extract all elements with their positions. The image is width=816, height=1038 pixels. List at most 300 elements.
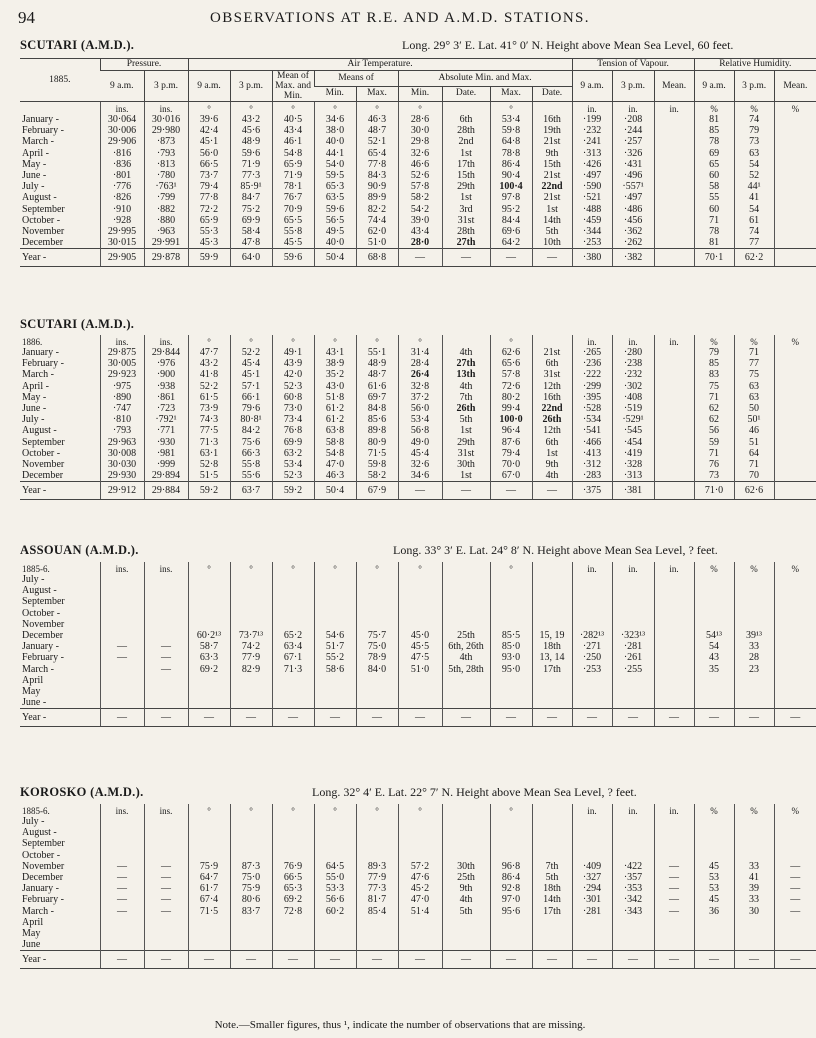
data-cell: ·241: [572, 136, 612, 147]
empty-cell: [572, 619, 612, 630]
empty-cell: [654, 917, 694, 928]
empty-cell: [774, 574, 816, 585]
data-cell: 75·9: [230, 883, 272, 894]
data-cell: 45: [694, 894, 734, 905]
table-row: [20, 114, 816, 125]
month-label: November: [22, 860, 65, 872]
empty-cell: [230, 686, 272, 697]
data-cell: —: [144, 883, 188, 894]
header-column: 9 a.m.: [188, 71, 230, 102]
data-cell: 66·5: [188, 159, 230, 170]
data-cell: 41·8: [188, 369, 230, 380]
header-column: 3 p.m.: [230, 71, 272, 102]
data-cell: 90·9: [356, 181, 398, 192]
month-row: [20, 850, 816, 861]
unit-cell: ins.: [144, 102, 188, 115]
empty-cell: [188, 928, 230, 939]
data-cell: [774, 403, 816, 414]
empty-cell: [144, 697, 188, 708]
empty-cell: [572, 675, 612, 686]
header-column: 9 a.m.: [100, 71, 144, 102]
data-cell: 70·0: [490, 459, 532, 470]
data-cell: ·771: [144, 425, 188, 436]
empty-cell: [612, 585, 654, 596]
data-cell: ·529¹: [612, 414, 654, 425]
data-cell: [654, 136, 694, 147]
table-row: [20, 204, 816, 215]
empty-cell: [532, 585, 572, 596]
empty-cell: [398, 697, 442, 708]
data-cell: 30·064: [100, 114, 144, 125]
data-cell: ·261: [612, 652, 654, 663]
empty-cell: [734, 827, 774, 838]
data-cell: 29·912: [100, 482, 144, 500]
empty-cell: [356, 939, 398, 950]
month-label: February -: [22, 358, 64, 370]
empty-cell: [734, 917, 774, 928]
data-cell: [774, 448, 816, 459]
empty-cell: [734, 596, 774, 607]
section-coordinates: Long. 33° 3′ E. Lat. 24° 8′ N. Height above Mean Sea Level, ? feet.: [393, 543, 718, 557]
data-cell: 51: [734, 437, 774, 448]
data-cell: 43·4: [272, 125, 314, 136]
empty-cell: [230, 675, 272, 686]
empty-cell: [272, 608, 314, 619]
data-cell: —: [490, 249, 532, 267]
header-tension-of-vapour: Tension of Vapour.: [572, 59, 694, 71]
data-cell: 77·8: [188, 192, 230, 203]
empty-cell: [490, 675, 532, 686]
header-column: Date.: [442, 86, 490, 102]
data-cell: 78·8: [490, 148, 532, 159]
empty-cell: [188, 686, 230, 697]
empty-cell: [572, 596, 612, 607]
empty-cell: [188, 574, 230, 585]
data-cell: 55·8: [272, 226, 314, 237]
month-label: December: [22, 237, 64, 249]
data-cell: [774, 369, 816, 380]
data-cell: [654, 215, 694, 226]
data-cell: 47·8: [230, 237, 272, 248]
data-cell: 28·6: [398, 114, 442, 125]
data-cell: 31st: [442, 448, 490, 459]
month-label: November: [22, 459, 65, 471]
month-label: January -: [22, 883, 59, 895]
data-cell: 62·6: [734, 482, 774, 500]
empty-cell: [356, 827, 398, 838]
data-cell: 65: [694, 159, 734, 170]
data-cell: —: [144, 872, 188, 883]
empty-cell: [532, 574, 572, 585]
empty-cell: [442, 917, 490, 928]
unit-cell: in.: [654, 562, 694, 574]
data-cell: ·928: [100, 215, 144, 226]
month-label: February -: [22, 125, 64, 137]
empty-cell: [230, 917, 272, 928]
data-cell: [774, 437, 816, 448]
data-cell: 1st: [532, 448, 572, 459]
data-cell: 53: [694, 883, 734, 894]
data-cell: 85: [694, 125, 734, 136]
data-cell: 46: [734, 425, 774, 436]
data-cell: 59·9: [188, 249, 230, 267]
data-cell: 45·1: [188, 136, 230, 147]
data-cell: 58·4: [230, 226, 272, 237]
data-cell: 59·6: [314, 204, 356, 215]
data-cell: 74: [734, 226, 774, 237]
data-cell: ·557¹: [612, 181, 654, 192]
data-cell: 54: [694, 641, 734, 652]
data-cell: 1st: [442, 470, 490, 481]
empty-cell: [694, 928, 734, 939]
empty-cell: [272, 574, 314, 585]
data-cell: 28th: [442, 125, 490, 136]
month-label: March -: [22, 136, 54, 148]
data-cell: —: [230, 709, 272, 727]
unit-cell: °: [230, 335, 272, 347]
unit-cell: °: [230, 102, 272, 115]
data-cell: ·326: [612, 148, 654, 159]
data-cell: 6th: [532, 358, 572, 369]
data-cell: 69·9: [230, 215, 272, 226]
data-cell: 79: [694, 347, 734, 358]
data-cell: ·253: [572, 237, 612, 248]
empty-cell: [654, 697, 694, 708]
empty-cell: [572, 608, 612, 619]
data-cell: 46·3: [356, 114, 398, 125]
unit-cell: in.: [572, 562, 612, 574]
data-cell: —: [100, 709, 144, 727]
empty-cell: [230, 827, 272, 838]
data-cell: 45·5: [398, 641, 442, 652]
data-cell: ·342: [612, 894, 654, 905]
data-cell: [654, 482, 694, 500]
data-cell: 80·9: [356, 437, 398, 448]
data-cell: —: [694, 709, 734, 727]
data-cell: [774, 181, 816, 192]
data-cell: 58·2: [356, 470, 398, 481]
data-cell: 22nd: [532, 181, 572, 192]
year-total-row: [20, 249, 816, 267]
data-cell: ·257: [612, 136, 654, 147]
data-cell: 65·9: [188, 215, 230, 226]
data-cell: 73: [694, 470, 734, 481]
data-cell: —: [774, 894, 816, 905]
unit-cell: ins.: [100, 804, 144, 816]
data-cell: ·459: [572, 215, 612, 226]
data-cell: 6th: [532, 437, 572, 448]
empty-cell: [272, 939, 314, 950]
year-total-row: [20, 482, 816, 500]
data-cell: 75·0: [230, 872, 272, 883]
data-cell: 14th: [532, 215, 572, 226]
month-label: December: [22, 872, 64, 884]
empty-cell: [272, 619, 314, 630]
data-cell: 29·905: [100, 249, 144, 267]
empty-cell: [774, 838, 816, 849]
empty-cell: [314, 585, 356, 596]
data-cell: 16th: [532, 114, 572, 125]
data-cell: [100, 664, 144, 675]
empty-cell: [734, 816, 774, 827]
data-cell: 47·5: [398, 652, 442, 663]
empty-cell: [490, 585, 532, 596]
table-row: [20, 226, 816, 237]
data-cell: 77·9: [230, 652, 272, 663]
data-cell: 53·4: [272, 459, 314, 470]
empty-cell: [442, 939, 490, 950]
data-cell: 63: [734, 381, 774, 392]
data-cell: ·910: [100, 204, 144, 215]
data-cell: 97·0: [490, 894, 532, 905]
data-cell: ·409: [572, 861, 612, 872]
unit-cell: %: [734, 804, 774, 816]
unit-cell: %: [734, 562, 774, 574]
empty-cell: [100, 608, 144, 619]
data-cell: 74·3: [188, 414, 230, 425]
unit-cell: in.: [612, 562, 654, 574]
empty-cell: [490, 827, 532, 838]
empty-cell: [144, 596, 188, 607]
empty-cell: [532, 816, 572, 827]
unit-cell: °: [356, 562, 398, 574]
data-cell: 6th: [442, 114, 490, 125]
unit-cell: [442, 562, 490, 574]
data-cell: 32·8: [398, 381, 442, 392]
data-cell: 73·4: [272, 414, 314, 425]
month-row: [20, 827, 816, 838]
data-cell: 29·980: [144, 125, 188, 136]
empty-cell: [442, 686, 490, 697]
data-cell: ·422: [612, 861, 654, 872]
data-cell: 10th: [532, 237, 572, 248]
data-cell: —: [572, 951, 612, 969]
data-cell: ·281: [572, 906, 612, 917]
data-cell: 28th: [442, 226, 490, 237]
empty-cell: [654, 939, 694, 950]
data-cell: 89·8: [356, 425, 398, 436]
table-row: [20, 906, 816, 917]
data-cell: 9th: [532, 148, 572, 159]
empty-cell: [230, 816, 272, 827]
data-cell: 77·8: [356, 159, 398, 170]
empty-cell: [100, 619, 144, 630]
data-cell: 89·9: [356, 192, 398, 203]
data-cell: 40·0: [314, 237, 356, 248]
header-column: 3 p.m.: [144, 71, 188, 102]
unit-cell: °: [314, 102, 356, 115]
header-column: Date.: [532, 86, 572, 102]
data-cell: ·238: [612, 358, 654, 369]
data-cell: 49·1: [272, 347, 314, 358]
table-row: [20, 861, 816, 872]
empty-cell: [734, 675, 774, 686]
data-cell: 29·875: [100, 347, 144, 358]
month-row: [20, 619, 816, 630]
data-cell: 85·6: [356, 414, 398, 425]
data-cell: 77·5: [188, 425, 230, 436]
units-row: [20, 102, 816, 115]
data-cell: 73·0: [272, 403, 314, 414]
data-cell: 55: [694, 192, 734, 203]
empty-cell: [272, 917, 314, 928]
empty-cell: [144, 574, 188, 585]
data-cell: 45·4: [230, 358, 272, 369]
unit-cell: °: [398, 562, 442, 574]
data-cell: ·793: [144, 148, 188, 159]
unit-cell: %: [774, 562, 816, 574]
data-cell: 42·0: [272, 369, 314, 380]
data-cell: 26th: [532, 414, 572, 425]
data-cell: ·976: [144, 358, 188, 369]
unit-cell: in.: [654, 335, 694, 347]
data-cell: [774, 630, 816, 641]
unit-cell: °: [272, 102, 314, 115]
data-cell: ·343: [612, 906, 654, 917]
month-label: June -: [22, 170, 47, 182]
data-cell: 29·894: [144, 470, 188, 481]
data-cell: 29·923: [100, 369, 144, 380]
data-cell: 60: [694, 204, 734, 215]
empty-cell: [100, 928, 144, 939]
month-label: June -: [22, 697, 47, 709]
data-cell: [774, 414, 816, 425]
empty-cell: [144, 686, 188, 697]
unit-cell: °: [356, 804, 398, 816]
data-cell: [774, 136, 816, 147]
data-cell: [654, 237, 694, 248]
data-cell: 77·3: [230, 170, 272, 181]
empty-cell: [612, 675, 654, 686]
data-cell: ·456: [612, 215, 654, 226]
data-cell: 81: [694, 237, 734, 248]
data-cell: —: [442, 249, 490, 267]
data-cell: 55·0: [314, 872, 356, 883]
data-cell: 78·1: [272, 181, 314, 192]
data-cell: 55·6: [230, 470, 272, 481]
data-cell: 56·0: [188, 148, 230, 159]
data-cell: 29·8: [398, 136, 442, 147]
data-cell: 17th: [532, 906, 572, 917]
month-label: June: [22, 939, 41, 951]
empty-cell: [272, 585, 314, 596]
empty-cell: [272, 850, 314, 861]
empty-cell: [774, 608, 816, 619]
empty-cell: [230, 838, 272, 849]
data-cell: 87·6: [490, 437, 532, 448]
empty-cell: [774, 619, 816, 630]
data-cell: 30·006: [100, 125, 144, 136]
empty-cell: [694, 827, 734, 838]
data-cell: 29·963: [100, 437, 144, 448]
empty-cell: [774, 596, 816, 607]
data-cell: 25th: [442, 630, 490, 641]
data-cell: 71: [734, 347, 774, 358]
unit-cell: [442, 804, 490, 816]
month-label: March -: [22, 663, 54, 675]
empty-cell: [572, 850, 612, 861]
data-cell: ·312: [572, 459, 612, 470]
empty-cell: [490, 939, 532, 950]
empty-cell: [612, 928, 654, 939]
unit-cell: %: [734, 102, 774, 115]
data-cell: [654, 630, 694, 641]
empty-cell: [612, 917, 654, 928]
empty-cell: [356, 838, 398, 849]
data-cell: 29·906: [100, 136, 144, 147]
data-cell: [774, 392, 816, 403]
empty-cell: [442, 850, 490, 861]
empty-cell: [734, 697, 774, 708]
data-cell: —: [654, 906, 694, 917]
data-cell: 21st: [532, 136, 572, 147]
header-column: 9 a.m.: [572, 71, 612, 102]
data-cell: 21st: [532, 192, 572, 203]
empty-cell: [694, 850, 734, 861]
data-cell: [654, 437, 694, 448]
data-cell: 18th: [532, 641, 572, 652]
data-cell: 45·1: [230, 369, 272, 380]
unit-cell: in.: [654, 804, 694, 816]
table-row: [20, 136, 816, 147]
data-cell: 37·2: [398, 392, 442, 403]
data-cell: —: [272, 709, 314, 727]
empty-cell: [442, 574, 490, 585]
data-cell: 25th: [442, 872, 490, 883]
data-cell: 61: [734, 215, 774, 226]
unit-cell: [532, 102, 572, 115]
data-cell: [654, 114, 694, 125]
empty-cell: [612, 596, 654, 607]
data-cell: 66·3: [230, 448, 272, 459]
month-label: June -: [22, 403, 47, 415]
data-cell: 65·3: [314, 181, 356, 192]
table-row: [20, 159, 816, 170]
data-cell: [654, 369, 694, 380]
empty-cell: [398, 816, 442, 827]
year-label: 1885-6.: [22, 806, 50, 816]
empty-cell: [532, 928, 572, 939]
data-cell: —: [654, 709, 694, 727]
data-cell: 43·2: [188, 358, 230, 369]
data-cell: —: [144, 894, 188, 905]
empty-cell: [356, 928, 398, 939]
unit-cell: in.: [572, 102, 612, 115]
data-cell: ·282¹³: [572, 630, 612, 641]
data-cell: 57·1: [230, 381, 272, 392]
data-cell: ·930: [144, 437, 188, 448]
data-cell: 80·8¹: [230, 414, 272, 425]
empty-cell: [694, 816, 734, 827]
data-cell: ·375: [572, 482, 612, 500]
empty-cell: [442, 596, 490, 607]
data-cell: 69·6: [490, 226, 532, 237]
data-cell: 34·6: [398, 470, 442, 481]
data-cell: 32·6: [398, 459, 442, 470]
data-cell: [774, 482, 816, 500]
data-cell: ·763¹: [144, 181, 188, 192]
data-cell: ·244: [612, 125, 654, 136]
empty-cell: [188, 827, 230, 838]
data-cell: 48·9: [230, 136, 272, 147]
empty-cell: [356, 574, 398, 585]
data-cell: 56·6: [314, 894, 356, 905]
data-cell: 47·0: [398, 894, 442, 905]
data-cell: [654, 204, 694, 215]
data-cell: 63: [734, 148, 774, 159]
empty-cell: [654, 619, 694, 630]
data-cell: 85·4: [356, 906, 398, 917]
